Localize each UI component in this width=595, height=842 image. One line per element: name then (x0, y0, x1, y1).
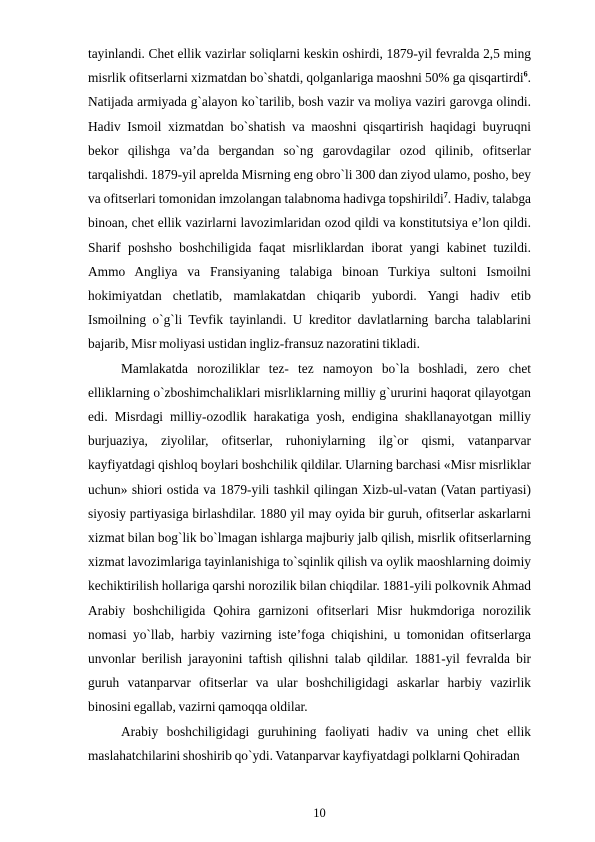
footnote-ref-6: 6 (523, 69, 528, 79)
paragraph-3 (88, 720, 531, 768)
paragraph-1-text-b: . Natijada armiyada g`alayon ko`tarilib, bosh vazir va moliya vaziri garovga olindi. Hadiv Ismoil xizmatdan bo`shatish va maoshni qisqartirish haqidagi buyruqni bekor qilishga va’da bergandan so`ng garovdagilar ozod qilinib, ofitserlar tarqalishdi. 1879-yil aprelda Misrning eng obro`li 300 dan ziyod ulamo, posho, bey va ofitserlari tomonidan imzolangan talabnoma hadivga topshirildi (88, 70, 531, 207)
paragraph-3-text: Arabiy boshchiligidagi guruhining faoliyati hadiv va uning chet ellik maslahatchilarini shoshirib qo`ydi. Vatanparvar kayfiyatdagi polklarni Qohiradan (88, 723, 531, 763)
paragraph-1-text-c: . Hadiv, talabga binoan, chet ellik vazirlarni lavozimlaridan ozod qildi va konstitutsiya e’lon qildi. Sharif poshsho boshchiligida faqat misrliklardan iborat yangi kabinet tuzildi. Ammo Angliya va Fransiyaning talabiga binoan Turkiya sultoni Ismoilni hokimiyatdan chetlatib, mamlakatdan chiqarib yubordi. Yangi hadiv etib Ismoilning o`g`li Tevfik tayinlandi. U kreditor davlatlarning barcha talablarini bajarib, Misr moliyasi ustidan ingliz-fransuz nazoratini tikladi. (88, 191, 531, 352)
page-number: 10 (313, 806, 326, 820)
paragraph-1-text-a: tayinlandi. Chet ellik vazirlar soliqlarni keskin oshirdi, 1879-yil fevralda 2,5 ming misrlik ofitserlarni xizmatdan bo`shatdi, qolganlariga maoshni 50% ga qisqartirdi (88, 46, 531, 86)
paragraph-1 (88, 42, 531, 357)
paragraph-2 (88, 357, 531, 720)
footnote-ref-7: 7 (443, 190, 448, 200)
document-body (88, 42, 531, 768)
paragraph-2-text: Mamlakatda noroziliklar tez- tez namoyon bo`la boshladi, zero chet elliklarning o`zboshimchaliklari misrliklarning milliy g`ururini haqorat qilayotgan edi. Misrdagi milliy-ozodlik harakatiga yosh, endigina shakllanayotgan milliy burjuaziya, ziyolilar, ofitserlar, ruhoniylarning ilg`or qismi, vatanparvar kayfiyatdagi qishloq boylari boshchilik qildilar. Ularning barchasi «Misr misrliklar uchun» shiori ostida va 1879-yili tashkil qilingan Xizb-ul-vatan (Vatan partiyasi) siyosiy partiyasiga birlashdilar. 1880 yil may oyida bir guruh, ofitserlar askarlarni xizmat bilan bog`lik bo`lmagan ishlarga majburiy jalb qilish, misrlik ofitserlarning xizmat lavozimlariga tayinlanishiga to`sqinlik qilish va oylik maoshlarning doimiy kechiktirilish hollariga qarshi norozilik bilan chiqdilar. 1881-yili polkovnik Ahmad Arabiy boshchiligida Qohira garnizoni ofitserlari Misr hukmdoriga norozilik nomasi yo`llab, harbiy vazirning iste’foga chiqishini, u tomonidan ofitserlarga unvonlar berilish jarayonini taftish qilishni talab qildilar. 1881-yil fevralda bir guruh vatanparvar ofitserlar va ular boshchiligidagi askarlar harbiy vazirlik binosini egallab, vazirni qamoqqa oldilar. (88, 360, 531, 715)
